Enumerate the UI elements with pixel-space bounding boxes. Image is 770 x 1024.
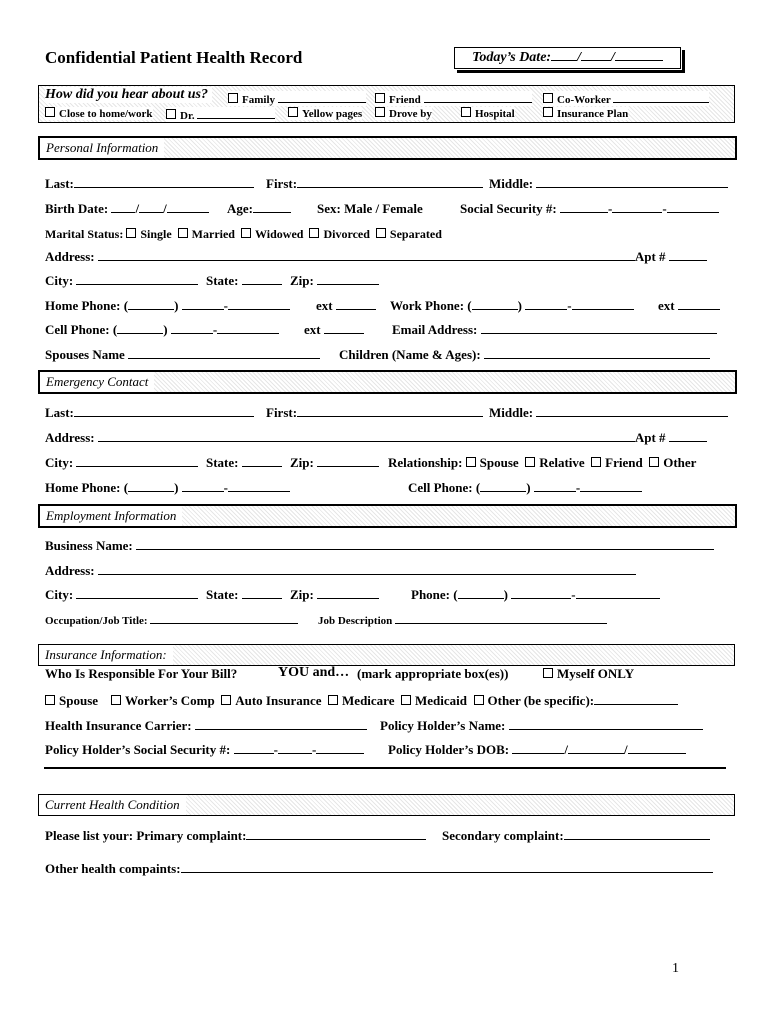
other-health-complaints-field[interactable]: Other health compaints: — [45, 861, 713, 877]
personal-home-ext-field[interactable]: ext — [316, 298, 376, 314]
section-insurance-information: Insurance Information: — [38, 644, 735, 666]
checkbox[interactable] — [375, 93, 385, 103]
social-security-field[interactable]: Social Security #: - - — [460, 201, 719, 217]
emergency-zip-field[interactable]: Zip: — [290, 455, 379, 471]
personal-middle-field[interactable]: Middle: — [489, 176, 728, 192]
relationship-options: Relationship: Spouse Relative Friend Other — [388, 455, 697, 470]
insurance-other[interactable]: Other (be specific): — [474, 693, 679, 708]
age-field[interactable]: Age: — [227, 201, 291, 217]
myself-only-option[interactable]: Myself ONLY — [543, 666, 634, 682]
employment-city-field[interactable]: City: — [45, 587, 198, 603]
checkbox[interactable] — [111, 695, 121, 705]
checkbox[interactable] — [543, 93, 553, 103]
marital-status: Marital Status: Single Married Widowed Divorced Separated — [45, 227, 442, 241]
insurance-spouse[interactable]: Spouse — [45, 693, 98, 708]
checkbox[interactable] — [221, 695, 231, 705]
date-month-field[interactable] — [551, 49, 577, 61]
personal-work-phone-field[interactable]: Work Phone: ( ) - — [390, 298, 634, 314]
personal-cell-ext-field[interactable]: ext — [304, 322, 364, 338]
marital-divorced[interactable]: Divorced — [309, 227, 369, 241]
date-day-field[interactable] — [581, 49, 611, 61]
personal-cell-phone-field[interactable]: Cell Phone: ( ) - — [45, 322, 279, 338]
checkbox[interactable] — [474, 695, 484, 705]
checkbox[interactable] — [525, 457, 535, 467]
relationship-friend[interactable]: Friend — [591, 455, 643, 470]
checkbox[interactable] — [126, 228, 136, 238]
relationship-other[interactable]: Other — [649, 455, 696, 470]
personal-last-field[interactable]: Last: — [45, 176, 254, 192]
emergency-state-field[interactable]: State: — [206, 455, 282, 471]
todays-date-box: Today’s Date: / / — [454, 47, 681, 69]
referral-hospital[interactable]: Hospital — [461, 107, 515, 120]
marital-single[interactable]: Single — [126, 227, 171, 241]
employment-address-field[interactable]: Address: — [45, 563, 636, 579]
secondary-complaint-field[interactable]: Secondary complaint: — [442, 828, 710, 844]
business-name-field[interactable]: Business Name: — [45, 538, 714, 554]
section-employment-information: Employment Information — [38, 504, 737, 528]
emergency-home-phone-field[interactable]: Home Phone: ( ) - — [45, 480, 290, 496]
section-current-health-condition: Current Health Condition — [38, 794, 735, 816]
you-and-label: YOU and… — [278, 665, 350, 680]
checkbox[interactable] — [591, 457, 601, 467]
referral-insurance-plan[interactable]: Insurance Plan — [543, 107, 628, 120]
insurance-options — [45, 693, 678, 709]
checkbox[interactable] — [288, 107, 298, 117]
checkbox[interactable] — [543, 107, 553, 117]
personal-work-ext-field[interactable]: ext — [658, 298, 720, 314]
insurance-medicaid[interactable]: Medicaid — [401, 693, 467, 708]
date-year-field[interactable] — [615, 49, 663, 61]
divider — [44, 767, 726, 769]
referral-yellow-pages[interactable]: Yellow pages — [288, 107, 362, 120]
marital-separated[interactable]: Separated — [376, 227, 442, 241]
page-title: Confidential Patient Health Record — [45, 48, 303, 67]
checkbox[interactable] — [401, 695, 411, 705]
responsible-question: Who Is Responsible For Your Bill? — [45, 666, 238, 681]
checkbox[interactable] — [241, 228, 251, 238]
checkbox[interactable] — [166, 109, 176, 119]
insurance-workers-comp[interactable]: Worker’s Comp — [111, 693, 215, 708]
emergency-middle-field[interactable]: Middle: — [489, 405, 728, 421]
personal-home-phone-field[interactable]: Home Phone: ( ) - — [45, 298, 290, 314]
referral-friend[interactable]: Friend — [375, 91, 532, 106]
children-field[interactable]: Children (Name & Ages): — [339, 347, 710, 363]
employment-state-field[interactable]: State: — [206, 587, 282, 603]
checkbox[interactable] — [375, 107, 385, 117]
spouse-name-field[interactable]: Spouses Name — [45, 347, 320, 363]
mark-boxes-label: (mark appropriate box(es)) — [357, 666, 509, 681]
insurance-medicare[interactable]: Medicare — [328, 693, 394, 708]
employment-zip-field[interactable]: Zip: — [290, 587, 379, 603]
checkbox[interactable] — [309, 228, 319, 238]
checkbox[interactable] — [178, 228, 188, 238]
checkbox[interactable] — [466, 457, 476, 467]
insurance-auto[interactable]: Auto Insurance — [221, 693, 321, 708]
checkbox[interactable] — [45, 107, 55, 117]
marital-married[interactable]: Married — [178, 227, 235, 241]
emergency-address-field[interactable]: Address: Apt # — [45, 430, 707, 446]
referral-doctor[interactable]: Dr. — [166, 107, 275, 122]
referral-drove-by[interactable]: Drove by — [375, 107, 432, 120]
page-number: 1 — [672, 961, 679, 976]
checkbox[interactable] — [376, 228, 386, 238]
personal-state-field[interactable]: State: — [206, 273, 282, 289]
referral-coworker[interactable]: Co-Worker — [543, 91, 709, 106]
birth-date-field[interactable]: Birth Date: / / — [45, 201, 209, 217]
policy-holder-dob-field[interactable]: Policy Holder’s DOB: / / — [388, 742, 686, 758]
job-description-field[interactable]: Job Description — [318, 612, 607, 627]
policy-holder-name-field[interactable]: Policy Holder’s Name: — [380, 718, 703, 734]
date-label: Today’s Date: — [472, 50, 552, 65]
emergency-cell-phone-field[interactable]: Cell Phone: ( ) - — [408, 480, 642, 496]
checkbox[interactable] — [228, 93, 238, 103]
primary-complaint-field[interactable]: Please list your: Primary complaint: — [45, 828, 426, 844]
personal-first-field[interactable]: First: — [266, 176, 483, 192]
marital-widowed[interactable]: Widowed — [241, 227, 303, 241]
employment-phone-field[interactable]: Phone: ( ) - — [411, 587, 660, 603]
personal-address-field[interactable]: Address: Apt # — [45, 249, 707, 265]
policy-holder-ssn-field[interactable]: Policy Holder’s Social Security #: - - — [45, 742, 364, 758]
emergency-city-field[interactable]: City: — [45, 455, 198, 471]
relationship-relative[interactable]: Relative — [525, 455, 584, 470]
emergency-first-field[interactable]: First: — [266, 405, 483, 421]
checkbox[interactable] — [543, 668, 553, 678]
referral-question: How did you hear about us? — [45, 87, 212, 103]
insurance-carrier-field[interactable]: Health Insurance Carrier: — [45, 718, 367, 734]
section-personal-information: Personal Information — [38, 136, 737, 160]
referral-family[interactable]: Family — [228, 91, 366, 106]
referral-close-to-home[interactable]: Close to home/work — [45, 107, 153, 120]
section-emergency-contact: Emergency Contact — [38, 370, 737, 394]
personal-zip-field[interactable]: Zip: — [290, 273, 379, 289]
relationship-spouse[interactable]: Spouse — [466, 455, 519, 470]
checkbox[interactable] — [649, 457, 659, 467]
email-field[interactable]: Email Address: — [392, 322, 717, 338]
checkbox[interactable] — [45, 695, 55, 705]
checkbox[interactable] — [461, 107, 471, 117]
personal-city-field[interactable]: City: — [45, 273, 198, 289]
sex-options[interactable]: Sex: Male / Female — [317, 201, 423, 216]
checkbox[interactable] — [328, 695, 338, 705]
occupation-field[interactable]: Occupation/Job Title: — [45, 612, 298, 627]
emergency-last-field[interactable]: Last: — [45, 405, 254, 421]
